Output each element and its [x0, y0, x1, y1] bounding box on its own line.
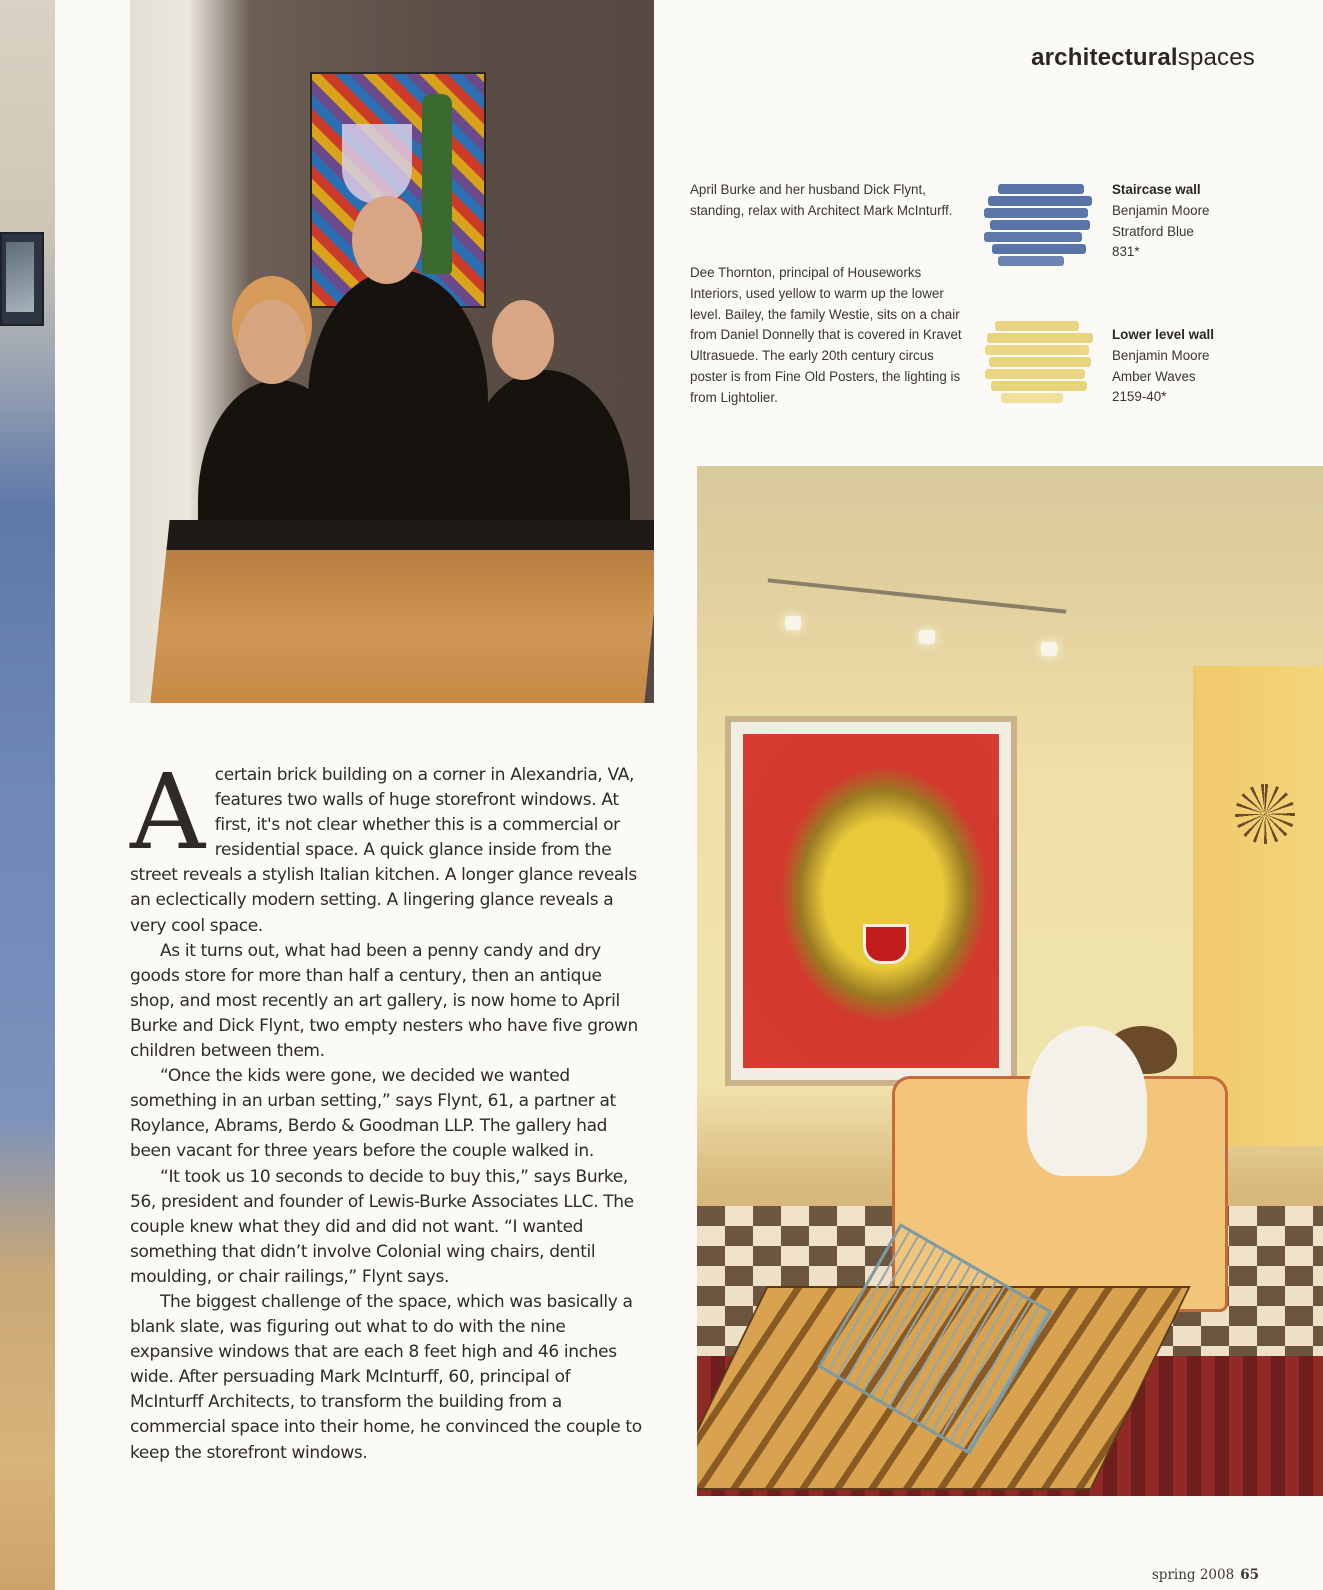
- page-folio: [1152, 1567, 1259, 1583]
- brick-wall: [1193, 666, 1323, 1146]
- paint-label-code: 2159-40*: [1112, 389, 1167, 405]
- person-left-head: [238, 300, 306, 384]
- article-body: [130, 751, 645, 1466]
- section-header-bold: architectural: [1031, 44, 1178, 71]
- framed-picture: [0, 232, 44, 326]
- paint-label-code: 831*: [1112, 244, 1140, 260]
- lion-circus-poster: [725, 716, 1017, 1086]
- page-number: 65: [1240, 1567, 1259, 1583]
- article-paragraph: “It took us 10 seconds to decide to buy this,” says Burke, 56, president and founder of Lewis-Burke Associates LLC. The couple knew what they did and did not want. “I wanted something that didn’t involve Colonial wing chairs, dentil moulding, or chair railings,” Flynt says.: [130, 1166, 634, 1287]
- caption-portrait: April Burke and her husband Dick Flynt, standing, relax with Architect Mark McInturff.: [690, 182, 953, 218]
- paint-label-title: Lower level wall: [1112, 327, 1214, 342]
- drop-cap: A: [130, 751, 205, 873]
- issue-label: spring 2008: [1151, 1567, 1235, 1583]
- article-paragraph: As it turns out, what had been a penny candy and dry goods store for more than half a century, then an antique shop, and most recently an art gallery, is now home to April Burke and Dick Flynt, two empty nesters who have five grown children between them.: [130, 940, 638, 1062]
- paint-label-lower-level: [1112, 325, 1214, 408]
- paint-label-name: Amber Waves: [1112, 368, 1196, 384]
- spotlight: [919, 630, 935, 644]
- article-paragraph: “Once the kids were gone, we decided we wanted something in an urban setting,” says Flynt, 61, a partner at Roylance, Abrams, Berdo & Goodman LLP. The gallery had been vacant for three years before the couple walked in.: [130, 1066, 616, 1162]
- track-light: [768, 578, 1067, 613]
- paint-label-staircase: [1112, 180, 1210, 263]
- portrait-photo: [130, 0, 654, 703]
- caption-room: Dee Thornton, principal of Houseworks Interiors, used yellow to warm up the lower level. Bailey, the family Westie, sits on a chair from Daniel Donnelly that is covered in Kravet Ultrasuede. The early 20th century circus poster is from Fine Old Posters, the lighting is from Lightolier.: [690, 265, 962, 405]
- spotlight: [1041, 642, 1057, 656]
- person-right-head: [492, 300, 554, 380]
- paint-label-name: Stratford Blue: [1112, 223, 1194, 239]
- left-page-photo-edge: [0, 0, 55, 1590]
- section-header: [1031, 44, 1255, 72]
- paint-label-brand: Benjamin Moore: [1112, 347, 1210, 363]
- spotlight: [785, 616, 801, 630]
- section-header-light: spaces: [1177, 44, 1255, 71]
- article-paragraph: Acertain brick building on a corner in Alexandria, VA, features two walls of huge storefront windows. At first, it's not clear whether this is a commercial or residential space. A quick glance inside from the street reveals a stylish Italian kitchen. A longer glance reveals an eclectically modern setting. A lingering glance reveals a very cool space.: [130, 751, 637, 936]
- westie-dog: [1027, 1026, 1147, 1176]
- sunburst-clock: [1235, 784, 1295, 844]
- article-paragraph: The biggest challenge of the space, which was basically a blank slate, was figuring out what to do with the nine expansive windows that are each 8 feet high and 46 inches wide. After persuading Mark McInturff, 60, principal of McInturff Architects, to transform the building from a commercial space into their home, he convinced the couple to keep the storefront windows.: [130, 1291, 642, 1463]
- room-photo: [697, 466, 1323, 1496]
- paint-label-brand: Benjamin Moore: [1112, 202, 1210, 218]
- paint-swatch-yellow: [985, 319, 1093, 411]
- kitchen-counter: [150, 520, 654, 703]
- paint-label-title: Staircase wall: [1112, 182, 1201, 197]
- paint-swatch-blue: [984, 180, 1092, 272]
- person-standing-head: [352, 196, 422, 284]
